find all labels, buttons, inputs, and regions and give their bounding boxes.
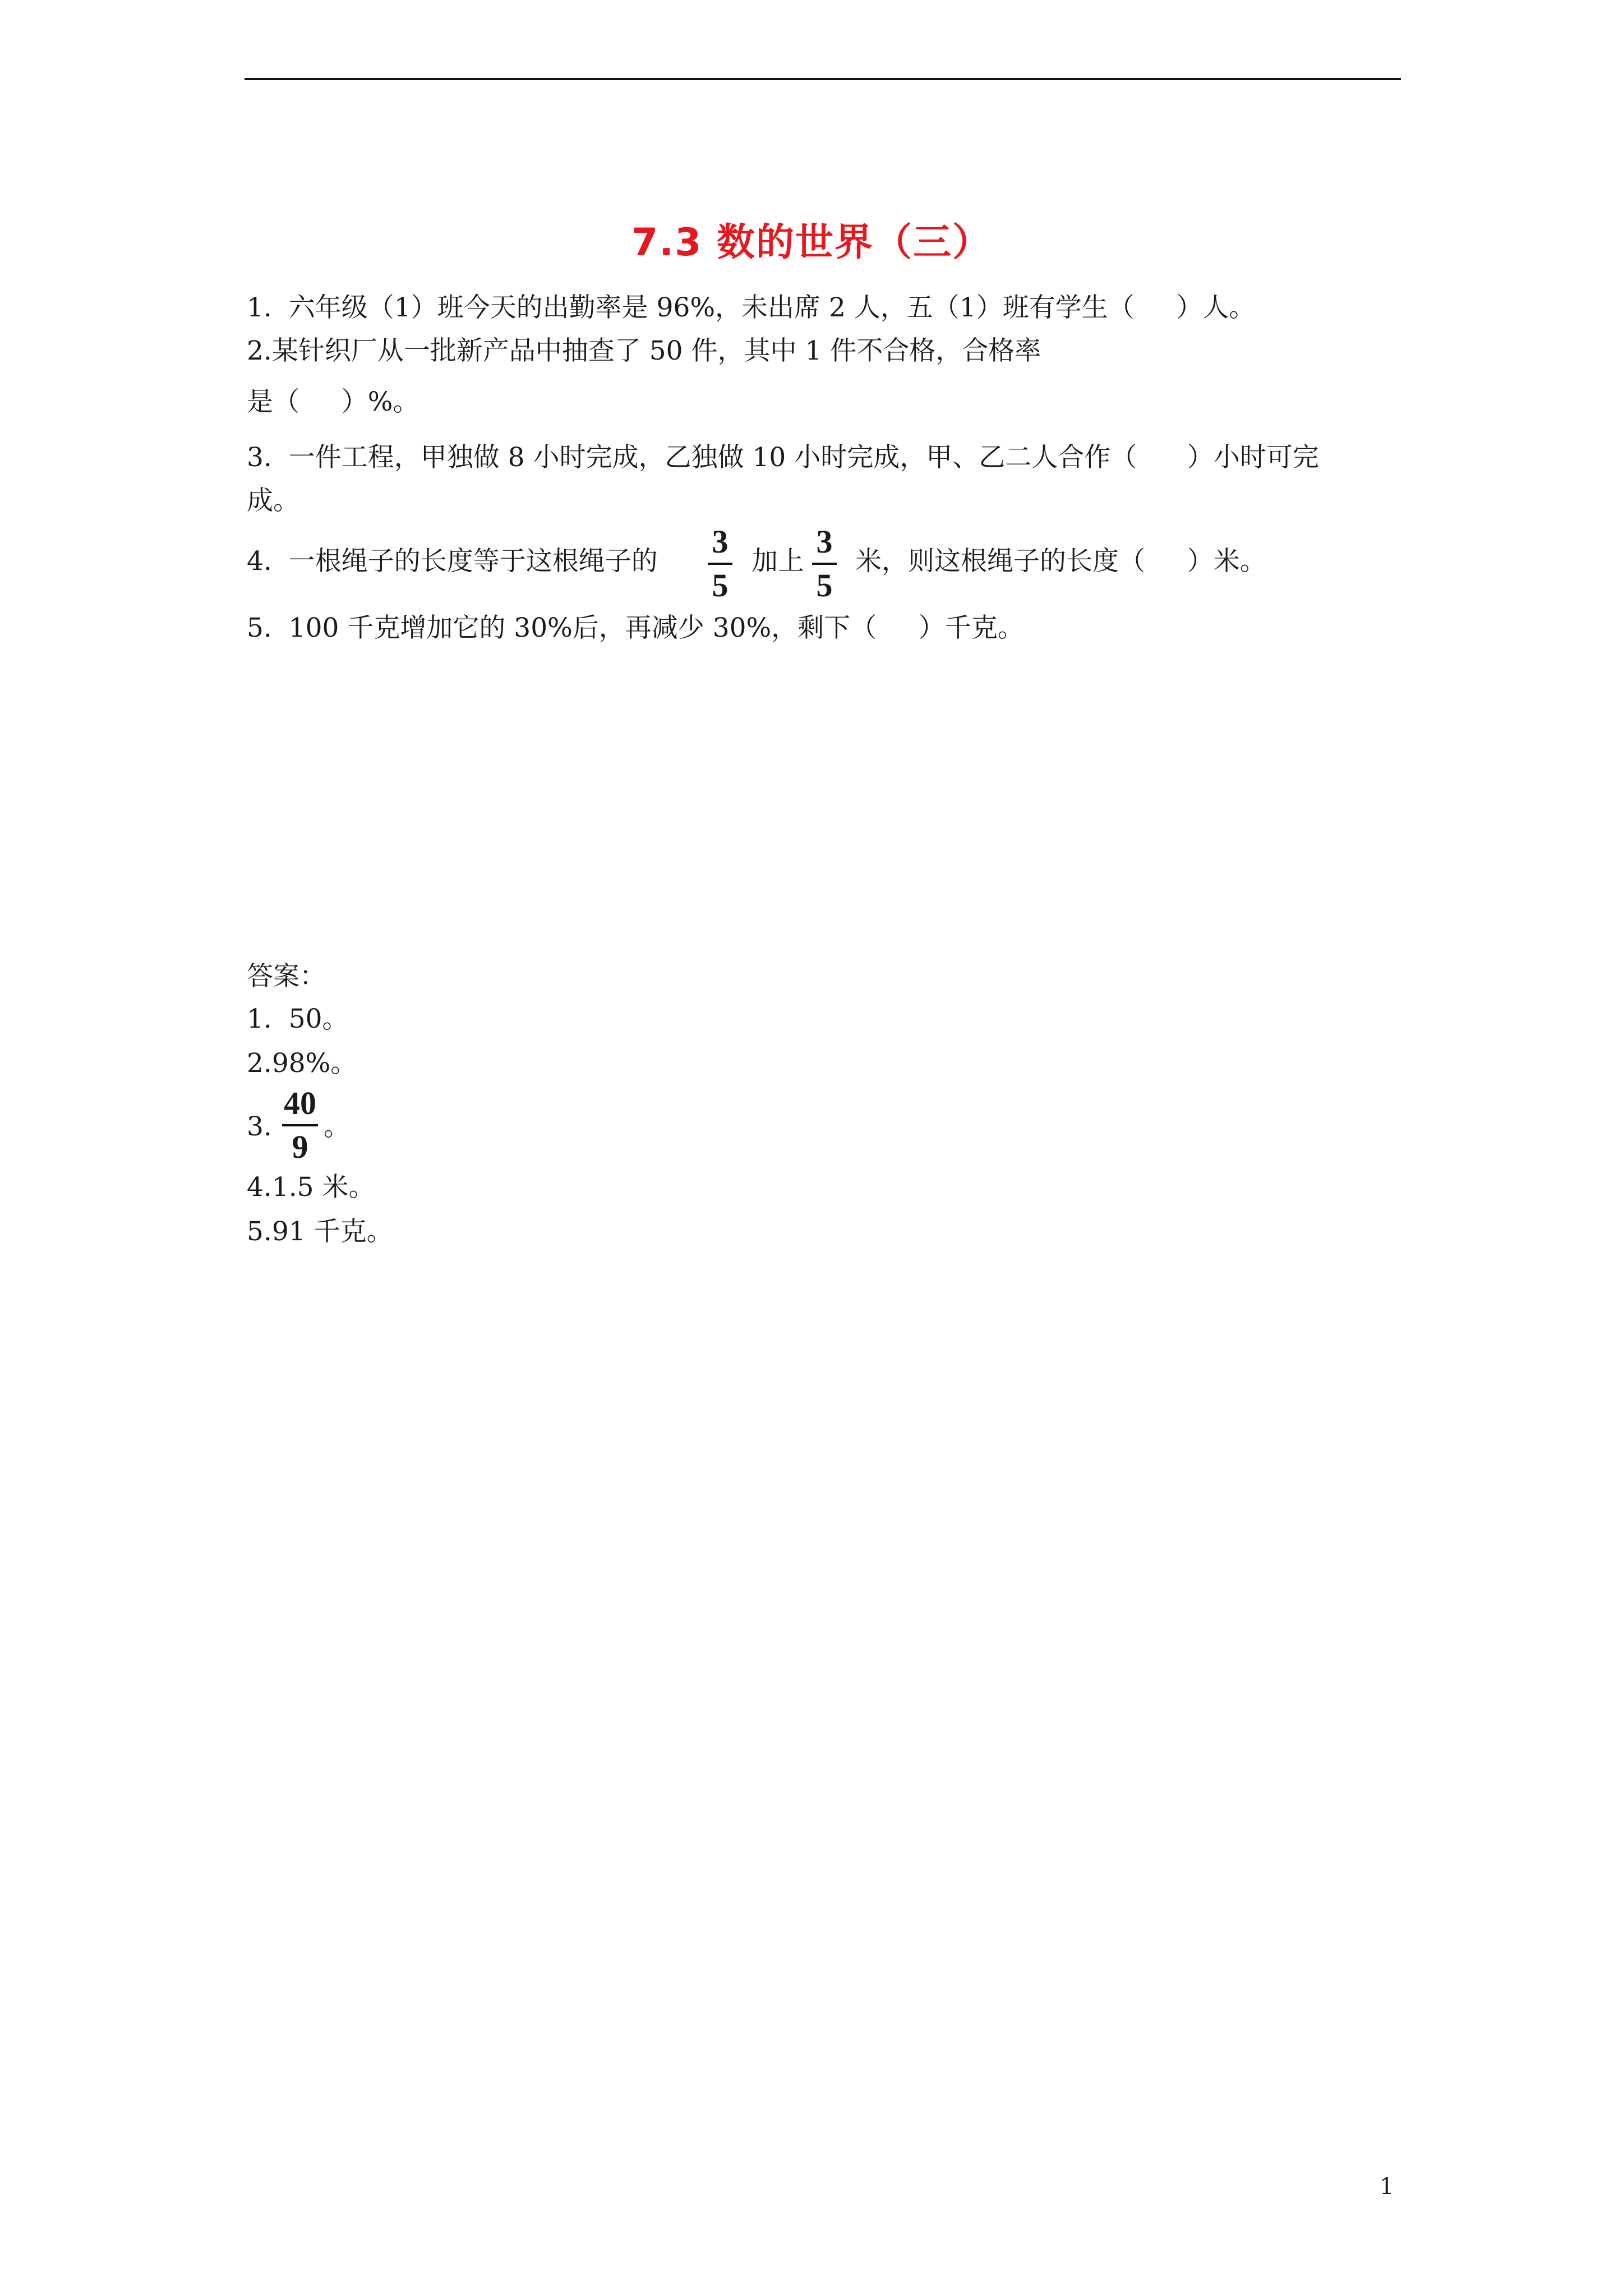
fraction-numerator: 3 bbox=[712, 523, 728, 560]
header-rule bbox=[245, 78, 1401, 80]
fraction-three-fifths-2 bbox=[812, 523, 837, 604]
fraction-bar bbox=[708, 563, 732, 565]
question-5: 5. 100 千克增加它的 30%后，再减少 30%，剩下（ ）千克。 bbox=[247, 613, 1024, 643]
answer-4: 4.1.5 米。 bbox=[247, 1172, 375, 1203]
fraction-bar bbox=[812, 563, 837, 565]
fraction-denominator: 5 bbox=[816, 567, 833, 604]
question-1: 1. 六年级（1）班今天的出勤率是 96%，未出席 2 人，五（1）班有学生（ ）人。 bbox=[247, 292, 1256, 323]
answer-1: 1. 50。 bbox=[247, 1004, 349, 1034]
answer-3-suffix: 。 bbox=[324, 1111, 350, 1142]
question-2-line-2: 是（ ）%。 bbox=[247, 386, 419, 417]
fraction-three-fifths-1 bbox=[708, 523, 732, 604]
fraction-forty-ninths bbox=[282, 1087, 318, 1163]
answer-3-prefix: 3. bbox=[247, 1111, 272, 1142]
fraction-denominator: 9 bbox=[292, 1129, 308, 1165]
question-2-line-1: 2.某针织厂从一批新产品中抽查了 50 件，其中 1 件不合格，合格率 bbox=[247, 335, 1041, 366]
answer-5: 5.91 千克。 bbox=[247, 1216, 393, 1247]
question-4-middle: 加上 bbox=[751, 546, 804, 577]
answers-heading: 答案： bbox=[247, 961, 326, 992]
question-3-line-2: 成。 bbox=[247, 485, 299, 516]
fraction-bar bbox=[282, 1124, 318, 1126]
question-4-prefix: 4. 一根绳子的长度等于这根绳子的 bbox=[247, 546, 658, 577]
question-4-suffix: 米，则这根绳子的长度（ ）米。 bbox=[855, 546, 1266, 577]
fraction-denominator: 5 bbox=[712, 567, 728, 604]
page-number: 1 bbox=[1380, 2174, 1394, 2200]
fraction-numerator: 40 bbox=[284, 1085, 316, 1121]
answer-2: 2.98%。 bbox=[247, 1048, 357, 1079]
fraction-numerator: 3 bbox=[816, 523, 833, 560]
question-3-line-1: 3. 一件工程，甲独做 8 小时完成，乙独做 10 小时完成，甲、乙二人合作（ ）小时可完 bbox=[247, 442, 1319, 473]
page-title: 7.3 数的世界（三） bbox=[631, 220, 992, 265]
